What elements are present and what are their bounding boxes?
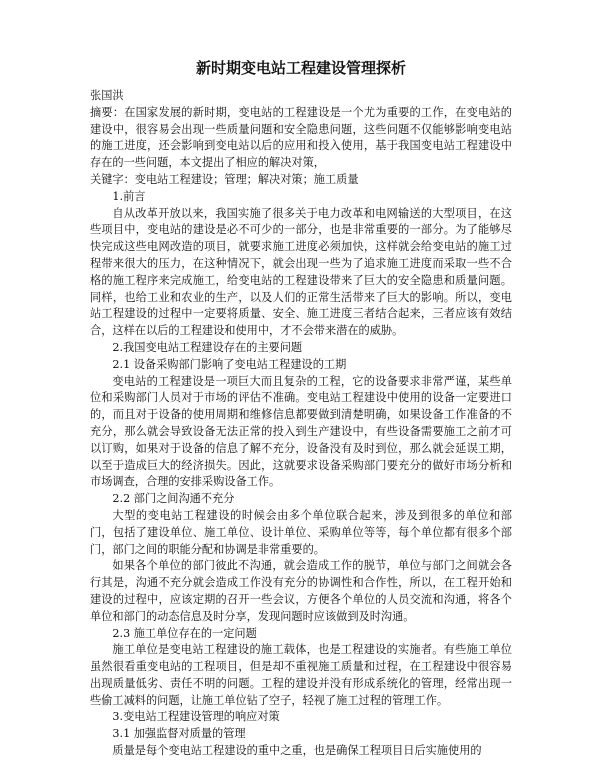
subsection-heading-2-2: 2.2 部门之间沟通不充分 [112,492,235,506]
paragraph: 大型的变电站工程建设的时候会由多个单位联合起来，涉及到很多的单位和部门，包括了建设单位、施工单位、设计单位、采购单位等等，每个单位都有很多个部门，部门之间的职能分配和协调是非常重要的。 [90,508,512,556]
paragraph: 变电站的工程建设是一项巨大而且复杂的工程，它的设备要求非常严谨，某些单位和采购部门人员对于市场的评估不准确。变电站工程建设中使用的设备一定要进口的，而且对于设备的使用周期和维修信息都要做到清楚明确，如果设备工作准备的不充分，那么就会导致设备无法正常的投入到生产建设中，有些设备需要施工之前才可以订购，如果对于设备的信息了解不充分，设备没有及时到位，那么就会延误工期，以至于造成巨大的经济损失。因此，这就要求设备采购部门要充分的做好市场分析和市场调查，合理的安排采购设备工作。 [90,374,512,489]
subsection-heading-2-3: 2.3 施工单位存在的一定问题 [112,626,257,640]
subsection-heading-2-1: 2.1 设备采购部门影响了变电站工程建设的工期 [112,357,347,371]
keywords: 关键字：变电站工程建设；管理；解决对策；施工质量 [90,172,359,186]
paragraph: 施工单位是变电站工程建设的施工载体，也是工程建设的实施者。有些施工单位虽然很看重变电站的工程项目，但是却不重视施工质量和过程，在工程建设中很容易出现质量低劣、责任不明的问题。工程的建设并没有形成系统化的管理，经常出现一些偷工减料的问题，让施工单位钻了空子，轻视了施工过程的管理工作。 [90,643,512,707]
document-page [90,58,512,760]
paragraph: 自从改革开放以来，我国实施了很多关于电力改革和电网输送的大型项目，在这些项目中，变电站的建设是必不可少的一部分，也是非常重要的一部分。为了能够尽快完成这些电网改造的项目，就要求施工进度必须加快，这样就会给变电站的施工过程带来很大的压力，在这种情况下，就会出现一些为了追求施工进度而采取一些不合格的施工程序来完成施工，给变电站的工程建设带来了巨大的安全隐患和质量问题。同样，也给工业和农业的生产，以及人们的正常生活带来了巨大的影响。所以，变电站工程建设的过程中一定要将质量、安全、施工进度三者结合起来，三者应该有效结合，这样在以后的工程建设和使用中，才不会带来潜在的威胁。 [90,206,512,338]
paper-title: 新时期变电站工程建设管理探析 [195,59,406,77]
paragraph: 质量是每个变电站工程建设的重中之重，也是确保工程项目日后实施使用的 [112,744,482,758]
abstract: 摘要：在国家发展的新时期，变电站的工程建设是一个尤为重要的工作，在变电站的建设中，很容易会出现一些质量问题和安全隐患问题，这些问题不仅能够影响变电站的施工进度，还会影响到变电站以后的应用和投入使用，基于我国变电站工程建设中存在的一些问题，本文提出了相应的解决对策， [90,105,512,170]
section-heading-3: 3.变电站工程建设管理的响应对策 [112,710,280,724]
author: 张国洪 [90,89,124,102]
section-heading-2: 2.我国变电站工程建设存在的主要问题 [112,340,303,354]
section-heading-1: 1.前言 [112,189,146,203]
paragraph: 如果各个单位的部门彼此不沟通，就会造成工作的脱节，单位与部门之间就会各行其是，沟通不充分就会造成工作没有充分的协调性和合作性，所以，在工程开始和建设的过程中，应该定期的召开一些会议，方便各个单位的人员交流和沟通，将各个单位和部门的动态信息及时分享，发现问题时应该做到及时沟通。 [90,559,512,623]
subsection-heading-3-1: 3.1 加强监督对质量的管理 [112,727,246,741]
